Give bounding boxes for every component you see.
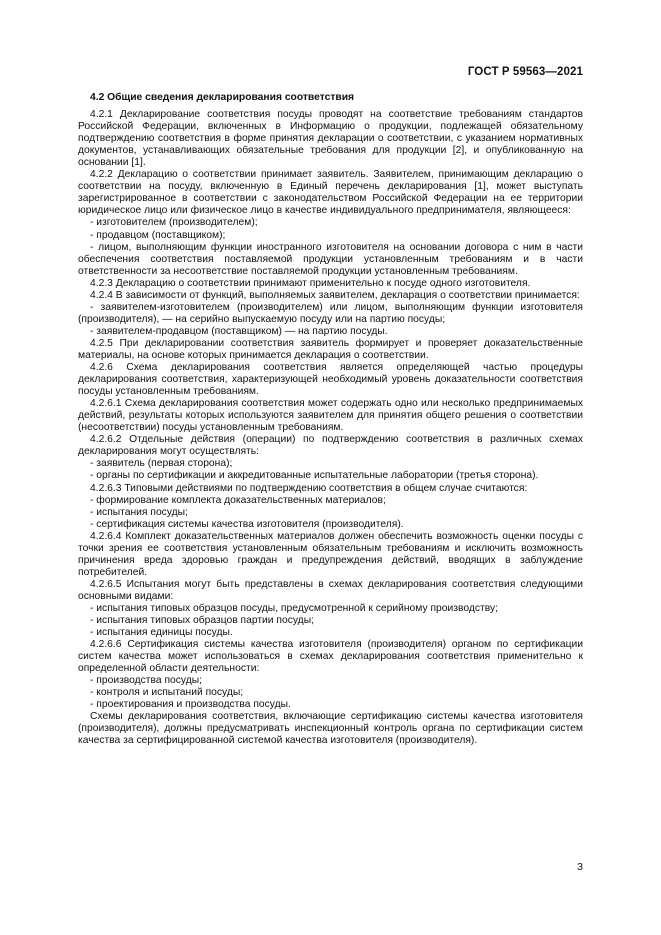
- list-item: - контроля и испытаний посуды;: [90, 687, 244, 699]
- paragraph-4-2-6-4: 4.2.6.4 Комплект доказательственных материалов должен обеспечить возможность оценки посуды с точки зрения ее соответствия установленным обязательным требованиям и исключить возможность причинения вреда здоровью граждан и предупреждения действий, вводящих в заблуждение потребителей.: [78, 530, 583, 578]
- paragraph-4-2-6-3: 4.2.6.3 Типовыми действиями по подтверждению соответствия в общем случае считаются:: [90, 482, 528, 494]
- list-item: - заявителем-изготовителем (производителем) или лицом, выполняющим функции изготовителя (производителя), — на серийно выпускаемую посуду или на партию посуды;: [78, 301, 583, 325]
- section-heading: 4.2 Общие сведения декларирования соответствия: [90, 92, 355, 103]
- list-item: - продавцом (поставщиком);: [90, 229, 226, 241]
- paragraph-4-2-6-1: 4.2.6.1 Схема декларирования соответствия может содержать одно или несколько предпринимаемых действий, результаты которых используются заявителем для принятия общего решения о соответствии (несоответствии) посуды установленным требованиям.: [78, 398, 583, 434]
- list-item: - испытания посуды;: [90, 506, 188, 518]
- paragraph-4-2-3: 4.2.3 Декларацию о соответствии принимают применительно к посуде одного изготовителя.: [90, 277, 531, 289]
- paragraph-4-2-6-2: 4.2.6.2 Отдельные действия (операции) по подтверждению соответствия в различных схемах декларирования могут осуществлять:: [78, 434, 583, 458]
- paragraph-4-2-4: 4.2.4 В зависимости от функций, выполняемых заявителем, декларация о соответствии принимается:: [90, 289, 580, 301]
- paragraph-4-2-6: 4.2.6 Схема декларирования соответствия является определяющей частью процедуры декларирования соответствия, характеризующей необходимый уровень доказательности соответствия посуды установленным требованиям.: [78, 362, 583, 398]
- list-item: - испытания типовых образцов посуды, предусмотренной к серийному производству;: [90, 602, 498, 614]
- list-item: - проектирования и производства посуды.: [90, 699, 291, 711]
- paragraph-4-2-1: 4.2.1 Декларирование соответствия посуды проводят на соответствие требованиям стандартов Российской Федерации, включенных в Информацию о продукции, подлежащей обязательному подтверждению соответствия в форме принятия декларации о соответствии, с указанием нормативных документов, устанавливающих обязательные требования для продукции [2], и опубликованную на основании [1].: [78, 109, 583, 169]
- page-content: [78, 92, 583, 748]
- list-item: - заявитель (первая сторона);: [90, 458, 233, 470]
- paragraph-4-2-5: 4.2.5 При декларировании соответствия заявитель формирует и проверяет доказательственные материалы, на основе которых принимается декларация о соответствии.: [78, 337, 583, 361]
- list-item: - лицом, выполняющим функции иностранного изготовителя на основании договора с ним в части обеспечения соответствия поставляемой продукции установленным требованиям и в части ответственности за несоответствие поставляемой продукции установленным требованиям.: [78, 241, 583, 277]
- list-item: - испытания типовых образцов партии посуды;: [90, 615, 314, 627]
- page-number: 3: [577, 861, 583, 873]
- paragraph-final: Схемы декларирования соответствия, включающие сертификацию системы качества изготовителя (производителя), должны предусматривать инспекционный контроль органа по сертификации систем качества за сертифицированной системой качества изготовителя (производителя).: [78, 711, 583, 747]
- list-item: - изготовителем (производителем);: [90, 217, 258, 229]
- list-item: - формирование комплекта доказательственных материалов;: [90, 494, 386, 506]
- list-item: - сертификация системы качества изготовителя (производителя).: [90, 518, 404, 530]
- list-item: - производства посуды;: [90, 675, 202, 687]
- list-item: - заявителем-продавцом (поставщиком) — на партию посуды.: [90, 325, 388, 337]
- list-item: - органы по сертификации и аккредитованные испытательные лаборатории (третья сторона).: [90, 470, 539, 482]
- paragraph-4-2-6-6: 4.2.6.6 Сертификация системы качества изготовителя (производителя) органом по сертификации систем качества может использоваться в схемах декларирования соответствия применительно к определенной области деятельности:: [78, 639, 583, 675]
- document-code: ГОСТ Р 59563—2021: [467, 66, 583, 78]
- paragraph-4-2-6-5: 4.2.6.5 Испытания могут быть представлены в схемах декларирования соответствия следующими основными видами:: [78, 578, 583, 602]
- paragraph-4-2-2: 4.2.2 Декларацию о соответствии принимает заявитель. Заявителем, принимающим декларацию о соответствии на посуду, включенную в Единый перечень декларирования [1], может выступать зарегистрированное в соответствии с законодательством Российской Федерации на ее территории юридическое лицо или физическое лицо в качестве индивидуального предпринимателя, являющееся:: [78, 169, 583, 217]
- list-item: - испытания единицы посуды.: [90, 627, 233, 639]
